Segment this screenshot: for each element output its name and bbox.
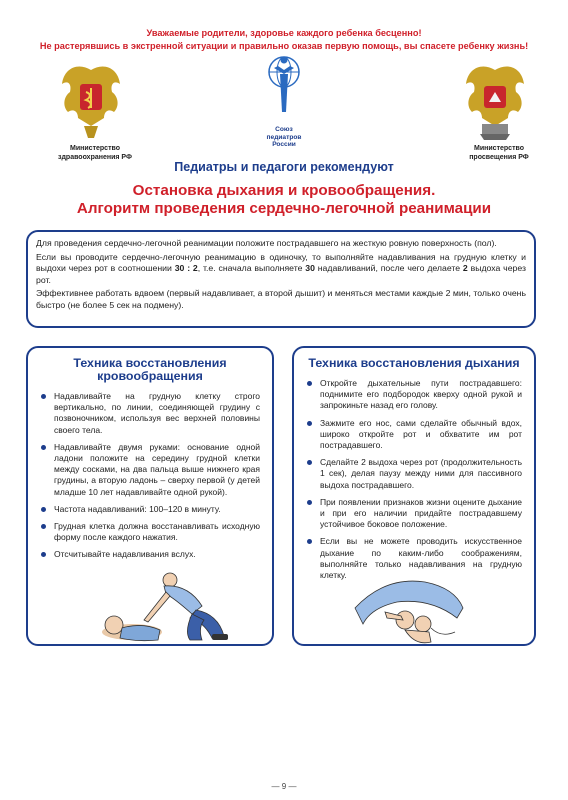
list-item-text: Грудная клетка должна восстанавливать исходную форму после каждого нажатия. [54, 521, 260, 543]
bullet-icon [307, 539, 312, 544]
bullet-icon [307, 421, 312, 426]
ratio-value: 30 : 2 [174, 263, 198, 274]
list-item-text: Если вы не можете проводить искусственное дыхание по каким-либо соображениям, выполняйте только надавливания на грудную клетку. [320, 536, 522, 581]
education-ministry-emblem-icon [462, 62, 528, 142]
intro-text: Если вы проводите сердечно-легочную реанимацию в одиночку, то выполняйте надавливания на грудную клетку и выдохи через рот в соотношении [36, 251, 526, 274]
panel-title-line-2: кровообращения [97, 369, 203, 383]
page-number: — 9 — [271, 782, 297, 791]
intro-paragraph-1: Для проведения сердечно-легочной реанимации положите пострадавшего на жесткую ровную поверхность (пол). [36, 238, 497, 248]
bullet-icon [307, 381, 312, 386]
list-item-text: Сделайте 2 выдоха через рот (продолжительность 1 сек), делая паузу между ними для пассивного выдоха пострадавшего. [320, 457, 522, 490]
intro-paragraph-3: Эффективнее работать вдвоем (первый надавливает, а второй дышит) и меняться местами каждые 2 мин, только очень быстро (не более 5 сек на подмену). [36, 288, 526, 310]
bullet-icon [307, 460, 312, 465]
list-item [320, 378, 522, 412]
intro-text: надавливаний, после чего делаете [314, 263, 463, 274]
caption-text: Министерство просвещения РФ [469, 145, 529, 161]
compressions-count: 30 [305, 263, 315, 274]
list-item-text: Частота надавливаний: 100–120 в минуту. [54, 503, 221, 514]
panel-title: Техника восстановления дыхания [308, 356, 520, 370]
list-item-text: Зажмите его нос, сами сделайте обычный вдох, широко откройте рот и обхватите им рот пострадавшего. [320, 417, 522, 451]
intro-text: выдоха через рот. [36, 263, 526, 285]
list-item [320, 418, 522, 452]
page-title [0, 182, 568, 218]
breaths-count: 2 [462, 263, 468, 274]
list-item-text: Откройте дыхательные пути пострадавшего: поднимите его подбородок кверху одной рукой и запрокиньте назад его голову. [320, 378, 522, 411]
intro-text: , т.е. сначала выполняете [197, 263, 306, 274]
top-banner [0, 27, 568, 53]
list-item [54, 391, 260, 436]
list-item [320, 457, 522, 491]
list-item-text: Надавливайте на грудную клетку строго вертикально, по линии, соединяющей грудину с позвоночником, используя вес верхней половины своего тела. [54, 391, 260, 435]
bullet-icon [41, 507, 46, 512]
caption-text: Союз педиатров России [266, 126, 302, 148]
caption-text: Министерство здравоохранения РФ [58, 145, 132, 161]
intro-box [26, 230, 536, 328]
intro-paragraph-2 [36, 252, 526, 287]
list-item-text: При появлении признаков жизни оцените дыхание и при его наличии придайте пострадавшему устойчивое боковое положение. [320, 496, 522, 530]
bullet-icon [307, 500, 312, 505]
bullet-icon [41, 524, 46, 529]
circulation-steps-list [28, 391, 272, 561]
panel-title-line-1: Техника восстановления [73, 356, 227, 370]
list-item [54, 549, 260, 560]
breathing-steps-list [294, 378, 534, 581]
list-item-text: Надавливайте двумя руками: основание одной ладони положите на середину грудной клетки между сосками, на два пальца выше нижнего края грудины, а вторую ладонь – сверху первой (у детей младше 10 лет надавливайте одной рукой). [54, 441, 260, 497]
list-item-text: Отсчитывайте надавливания вслух. [54, 549, 196, 560]
panel-title [28, 357, 272, 383]
bullet-icon [41, 552, 46, 557]
title-line-1: Остановка дыхания и кровообращения. [132, 182, 436, 199]
banner-line-2: Не растерявшись в экстренной ситуации и правильно оказав первую помощь, вы спасете ребенку жизнь! [39, 41, 529, 51]
cpr-compression-illustration [92, 570, 242, 645]
list-item [54, 521, 260, 543]
bullet-icon [41, 445, 46, 450]
health-ministry-emblem-icon [58, 62, 124, 142]
title-line-2: Алгоритм проведения сердечно-легочной реанимации [76, 200, 492, 217]
banner-line-1: Уважаемые родители, здоровье каждого ребенка бесценно! [146, 28, 422, 38]
pediatric-union-logo-icon [262, 52, 306, 124]
list-item [54, 504, 260, 515]
bullet-icon [41, 394, 46, 399]
recommendation-subtitle: Педиатры и педагоги рекомендуют [174, 160, 394, 174]
rescue-breathing-illustration [345, 568, 465, 648]
list-item [320, 497, 522, 531]
list-item [54, 442, 260, 498]
pediatric-union-caption [254, 126, 314, 149]
